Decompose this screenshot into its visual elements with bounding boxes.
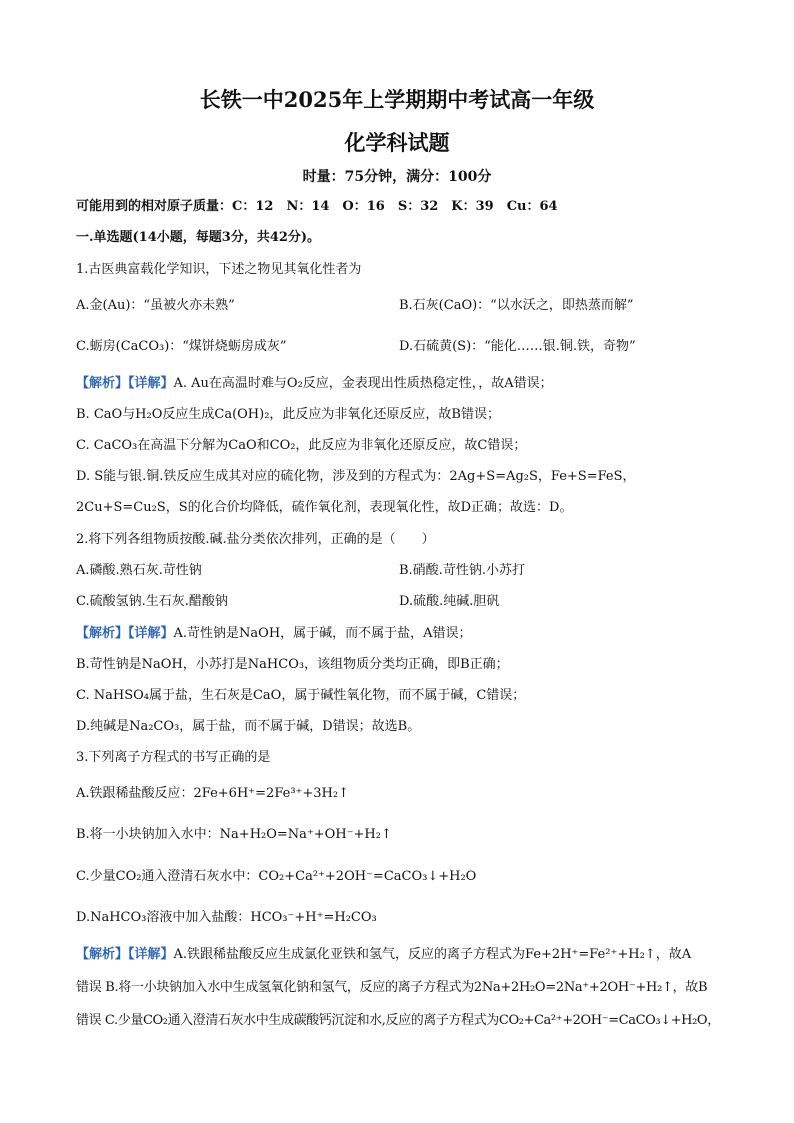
q3-answer-line-2: 错误 B.将一小块钠加入水中生成氢氧化钠和氢气，反应的离子方程式为2Na+2H₂O=2Na⁺+2OH⁻+H₂↑，故B (76, 980, 708, 995)
q2-answer-line-4: D.纯碱是Na₂CO₃，属于盐，而不属于碱，D错误；故选B。 (76, 719, 421, 734)
analysis-tag: 【解析】【详解】 (76, 626, 174, 641)
q1-answer-line-1: 【解析】【详解】A. Au在高温时难与O₂反应，金表现出性质热稳定性，，故A错误； (76, 376, 553, 391)
q2-answer-line-3: C. NaHSO₄属于盐，生石灰是CaO，属于碱性氧化物，而不属于碱，C错误； (76, 688, 526, 703)
q1-option-b: B.石灰(CaO)：“以水沃之，即热蒸而解” (399, 298, 634, 313)
q2-answer-line-1: 【解析】【详解】A.苛性钠是NaOH，属于碱，而不属于盐，A错误； (76, 626, 472, 641)
q1-stem: 1.古医典富载化学知识，下述之物见其氧化性者为 (76, 262, 362, 277)
q1-answer-line-3: C. CaCO₃在高温下分解为CaO和CO₂，此反应为非氧化还原反应，故C错误； (76, 438, 527, 453)
q3-option-c: C.少量CO₂通入澄清石灰水中：CO₂+Ca²⁺+2OH⁻=CaCO₃↓+H₂O (76, 869, 477, 884)
exam-time-info: 时量：75分钟，满分：100分 (302, 169, 492, 185)
q2-answer-line-2: B.苛性钠是NaOH，小苏打是NaHCO₃，该组物质分类均正确，即B正确； (76, 657, 509, 672)
q2-option-c: C.硫酸氢钠.生石灰.醋酸钠 (76, 594, 228, 609)
q3-option-d: D.NaHCO₃溶液中加入盐酸：HCO₃⁻+H⁺=H₂CO₃ (76, 910, 377, 925)
section-heading: 一.单选题(14小题，每题3分，共42分)。 (76, 230, 321, 245)
analysis-tag: 【解析】【详解】 (76, 376, 174, 391)
exam-subject: 化学科试题 (344, 130, 450, 155)
q3-stem: 3.下列离子方程式的书写正确的是 (76, 750, 271, 765)
q2-stem: 2.将下列各组物质按酸.碱.盐分类依次排列，正确的是（ ） (76, 532, 435, 547)
q1-answer-line-5: 2Cu+S=Cu₂S，S的化合价均降低，硫作氧化剂，表现氧化性，故D正确；故选：D。 (76, 500, 573, 515)
q2-option-b: B.硝酸.苛性钠.小苏打 (399, 563, 525, 578)
q2-option-d: D.硫酸.纯碱.胆矾 (399, 594, 500, 609)
q1-answer-line-4: D. S能与银.铜.铁反应生成其对应的硫化物，涉及到的方程式为：2Ag+S=Ag₂S，Fe+S=FeS， (76, 469, 636, 484)
atomic-masses: 可能用到的相对原子质量：C：12 N：14 O：16 S：32 K：39 Cu：64 (76, 199, 558, 214)
q1-option-a: A.金(Au)：“虽被火亦未熟” (76, 298, 235, 313)
q3-option-b: B.将一小块钠加入水中：Na+H₂O=Na⁺+OH⁻+H₂↑ (76, 827, 392, 842)
q3-option-a: A.铁跟稀盐酸反应：2Fe+6H⁺=2Fe³⁺+3H₂↑ (76, 786, 350, 801)
q1-answer-line-2: B. CaO与H₂O反应生成Ca(OH)₂，此反应为非氧化还原反应，故B错误； (76, 407, 500, 422)
analysis-tag: 【解析】【详解】 (76, 947, 174, 962)
exam-title: 长铁一中2025年上学期期中考试高一年级 (199, 87, 595, 112)
q3-answer-line-1: 【解析】【详解】A.铁跟稀盐酸反应生成氯化亚铁和氢气，反应的离子方程式为Fe+2H⁺=Fe²⁺+H₂↑，故A (76, 947, 692, 962)
q1-option-d: D.石硫黄(S)：“能化……银.铜.铁，奇物” (399, 339, 636, 354)
q1-option-c: C.蛎房(CaCO₃)：“煤饼烧蛎房成灰” (76, 339, 287, 354)
q2-option-a: A.磷酸.熟石灰.苛性钠 (76, 563, 202, 578)
q3-answer-line-3: 错误 C.少量CO₂通入澄清石灰水中生成碳酸钙沉淀和水,反应的离子方程式为CO₂+Ca²⁺+2OH⁻=CaCO₃↓+H₂O， (76, 1013, 720, 1028)
